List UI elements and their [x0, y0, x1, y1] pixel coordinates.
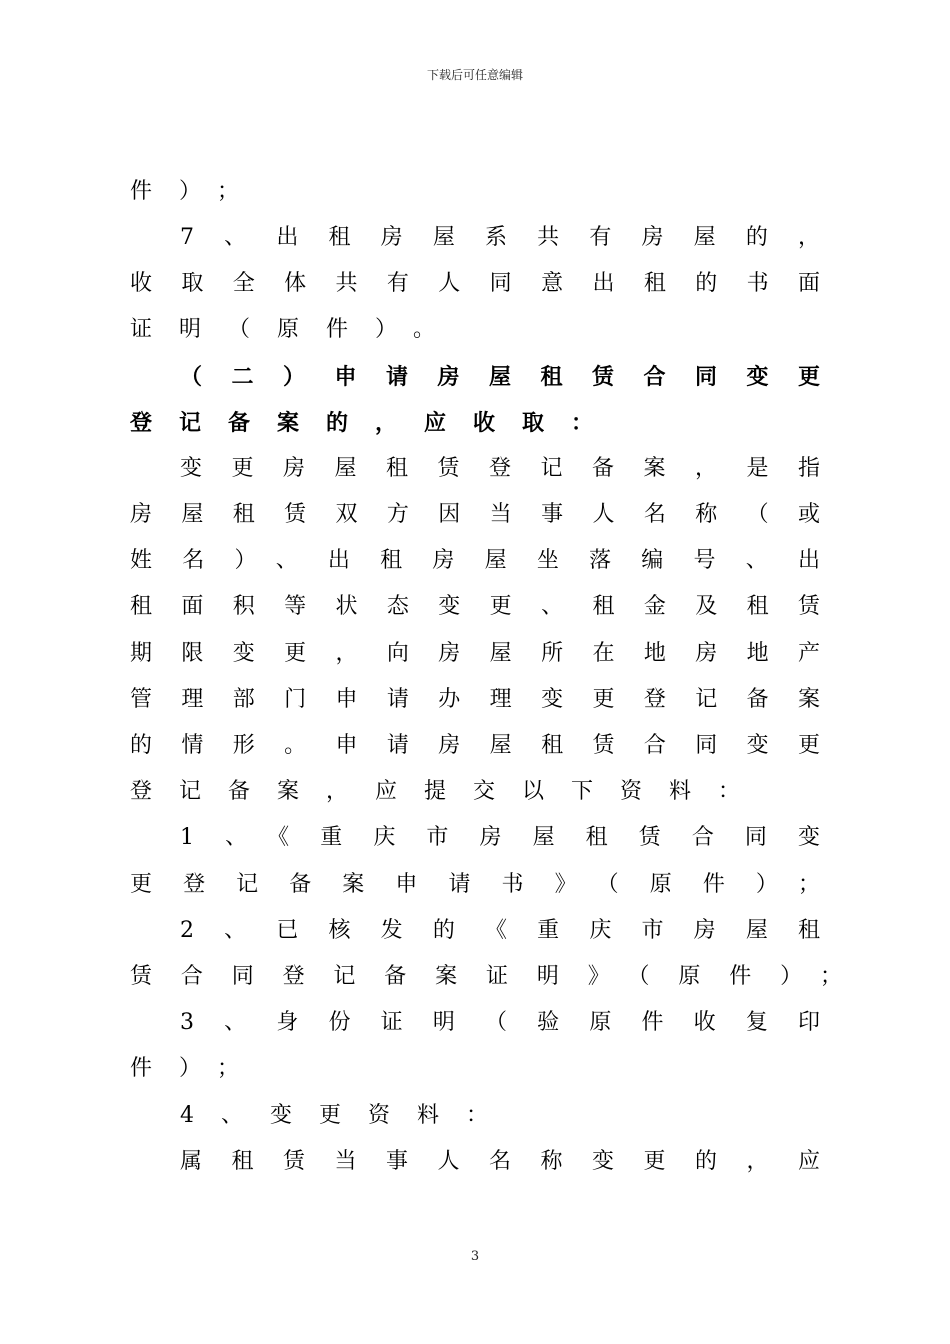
section-heading: 登记备案的，应收取：	[130, 410, 621, 436]
body-line: 件）；	[130, 1056, 267, 1081]
body-line: 房屋租赁双方因当事人名称（或	[130, 502, 820, 527]
body-line: 证明（原件）。	[130, 317, 463, 342]
body-line: 7、出租房屋系共有房屋的，	[180, 225, 820, 250]
body-line: 4、变更资料：	[180, 1103, 515, 1128]
body-line: 件）；	[130, 179, 267, 204]
body-line: 1、《重庆市房屋租赁合同变	[180, 825, 820, 850]
body-line: 期限变更，向房屋所在地房地产	[130, 641, 820, 666]
body-line: 3、身份证明（验原件收复印	[180, 1010, 820, 1035]
body-line: 赁合同登记备案证明》（原件）；	[130, 964, 842, 989]
body-line: 属租赁当事人名称变更的，应	[180, 1149, 820, 1174]
body-line: 更登记备案申请书》（原件）；	[130, 872, 820, 897]
body-line: 管理部门申请办理变更登记备案	[130, 687, 820, 712]
body-line: 姓名）、出租房屋坐落编号、出	[130, 548, 820, 573]
body-line: 变更房屋租赁登记备案，是指	[180, 456, 820, 481]
body-line: 收取全体共有人同意出租的书面	[130, 271, 820, 296]
body-line: 登记备案，应提交以下资料：	[130, 779, 768, 804]
page-header: 下载后可任意编辑	[426, 68, 523, 82]
section-heading: （二）申请房屋租赁合同变更	[180, 364, 820, 390]
body-line: 的情形。申请房屋租赁合同变更	[130, 733, 820, 758]
body-line: 租面积等状态变更、租金及租赁	[130, 594, 820, 619]
body-line: 2、已核发的《重庆市房屋租	[180, 918, 820, 943]
page-number: 3	[470, 1249, 480, 1264]
